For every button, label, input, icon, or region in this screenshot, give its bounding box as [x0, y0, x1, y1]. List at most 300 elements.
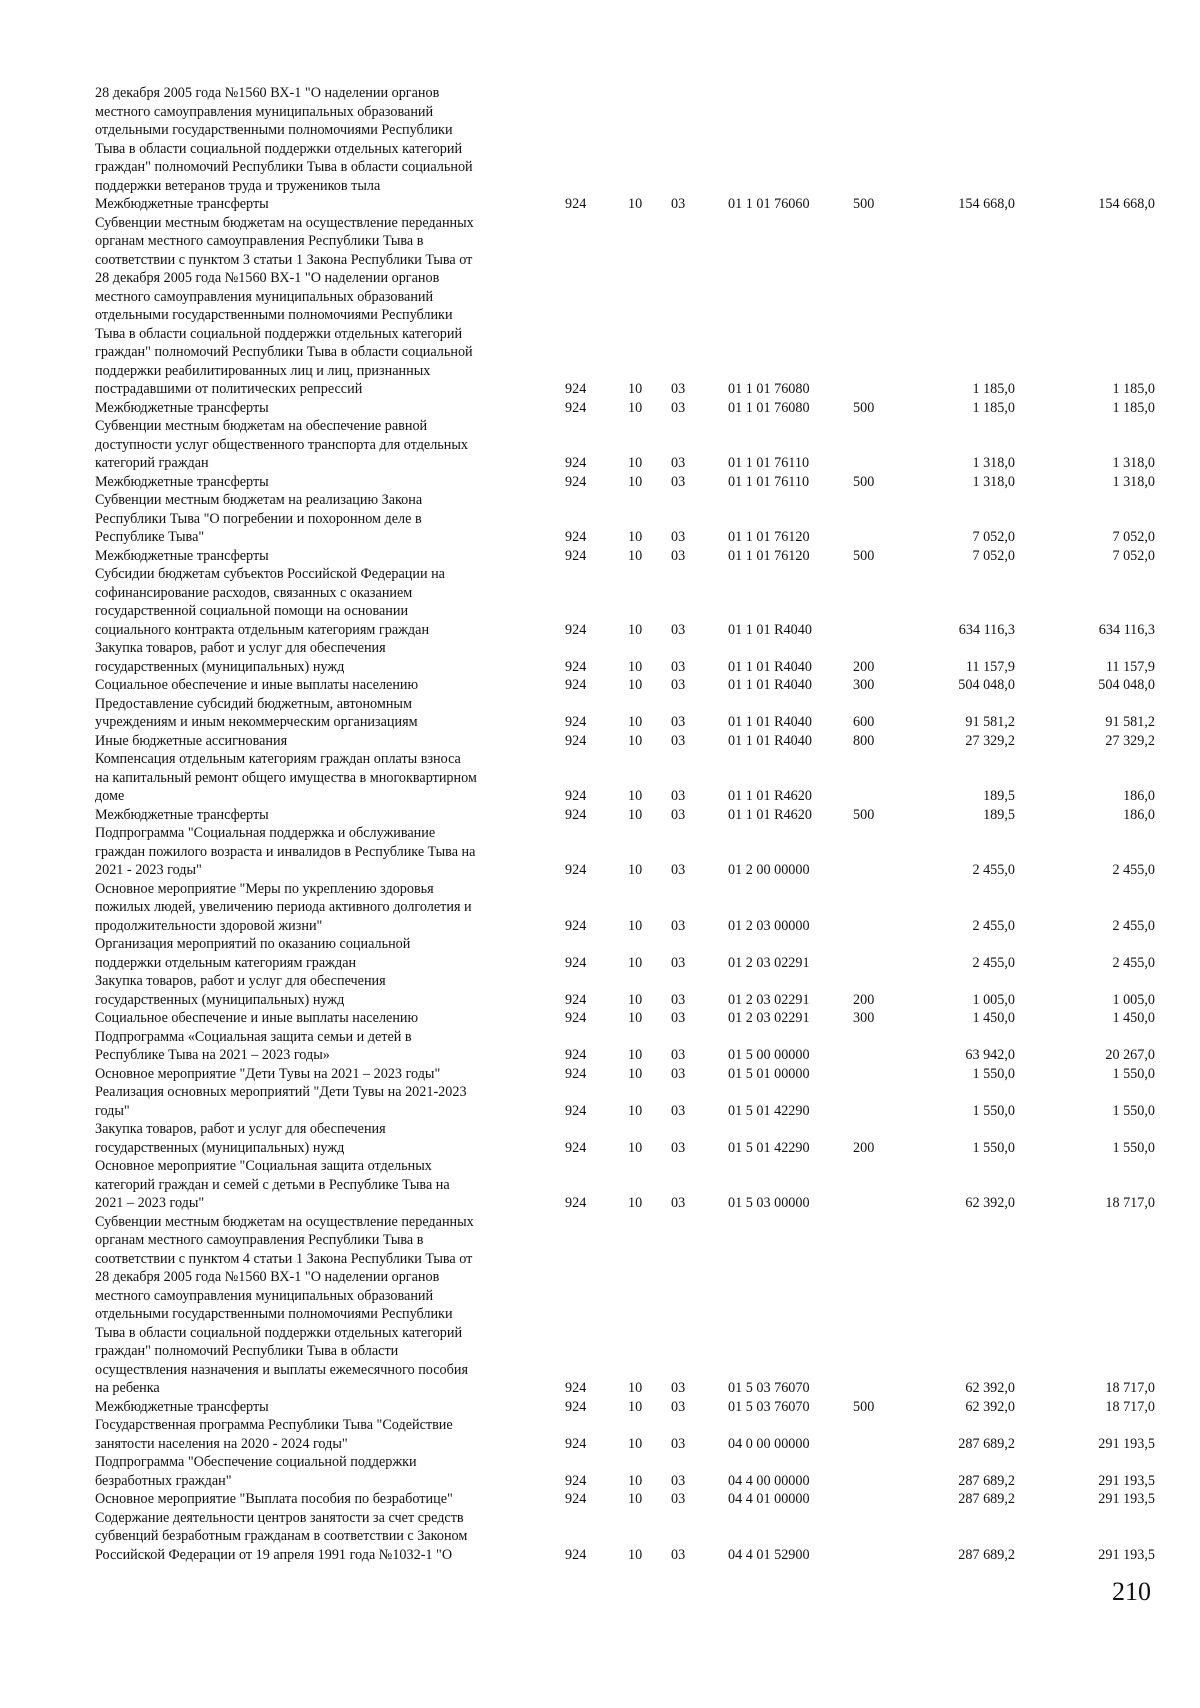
description-line: Закупка товаров, работ и услуг для обеспечения: [95, 640, 386, 656]
expense-type-code: 300: [853, 677, 875, 693]
description-line: Межбюджетные трансферты: [95, 473, 269, 490]
subsection-code: 03: [671, 677, 686, 693]
expense-type-code: 300: [853, 1010, 875, 1026]
ministry-code: 924: [565, 991, 587, 1008]
amount-year-1: 1 185,0: [972, 381, 1015, 397]
amount-year-1: 2 455,0: [972, 862, 1015, 878]
amount-year-2: 154 668,0: [1098, 196, 1155, 212]
description-line: государственных (муниципальных) нужд: [95, 658, 345, 675]
description-line: 28 декабря 2005 года №1560 ВХ-1 "О наделении органов: [95, 270, 440, 286]
target-article-code: 01 5 03 76070: [728, 1398, 810, 1415]
description-line: Закупка товаров, работ и услуг для обеспечения: [95, 1121, 386, 1137]
amount-year-1: 1 005,0: [972, 991, 1015, 1008]
section-code: 10: [628, 1491, 643, 1507]
expense-type-code: 500: [853, 196, 875, 212]
subsection-code: 03: [671, 1398, 686, 1415]
target-article-code: 01 5 01 42290: [728, 1102, 810, 1119]
ministry-code: 924: [565, 1472, 587, 1489]
description-line: Межбюджетные трансферты: [95, 806, 269, 823]
description-line: Субвенции местным бюджетам на обеспечение равной: [95, 418, 428, 434]
amount-year-2: 291 193,5: [1098, 1435, 1155, 1452]
ministry-code: 924: [565, 1491, 587, 1507]
section-code: 10: [628, 399, 643, 416]
ministry-code: 924: [565, 658, 587, 675]
amount-year-1: 11 157,9: [965, 658, 1015, 675]
subsection-code: 03: [671, 196, 686, 212]
subsection-code: 03: [671, 1491, 686, 1507]
description-line: Подпрограмма "Обеспечение социальной поддержки: [95, 1454, 417, 1470]
description-line: Межбюджетные трансферты: [95, 399, 269, 416]
table-row: [95, 399, 1155, 418]
target-article-code: 01 1 01 R4040: [728, 732, 812, 749]
table-row: [95, 1490, 1155, 1509]
description-line: пострадавшими от политических репрессий: [95, 381, 363, 397]
amount-year-1: 1 318,0: [972, 473, 1015, 490]
amount-year-2: 11 157,9: [1105, 658, 1155, 675]
table-row: [95, 214, 1155, 399]
description-line: Республике Тыва": [95, 529, 205, 545]
description-line: Основное мероприятие "Дети Тувы на 2021 – 2023 годы": [95, 1065, 441, 1082]
description-line: Межбюджетные трансферты: [95, 196, 269, 212]
amount-year-2: 27 329,2: [1105, 732, 1155, 749]
target-article-code: 01 5 03 76070: [728, 1380, 810, 1396]
section-code: 10: [628, 658, 643, 675]
subsection-code: 03: [671, 1010, 686, 1026]
ministry-code: 924: [565, 862, 587, 878]
section-code: 10: [628, 732, 643, 749]
description-line: категорий граждан и семей с детьми в Республике Тыва на: [95, 1176, 450, 1193]
expense-type-code: 800: [853, 732, 875, 749]
description-line: Субвенции местным бюджетам на реализацию Закона: [95, 492, 423, 508]
amount-year-2: 91 581,2: [1105, 714, 1155, 730]
subsection-code: 03: [671, 1102, 686, 1119]
description-line: Подпрограмма "Социальная поддержка и обслуживание: [95, 825, 436, 841]
description-line: граждан пожилого возраста и инвалидов в Республике Тыва на: [95, 843, 476, 860]
description-line: пожилых людей, увеличению периода активного долголетия и: [95, 899, 472, 915]
subsection-code: 03: [671, 621, 686, 638]
ministry-code: 924: [565, 196, 587, 212]
table-row: [95, 1213, 1155, 1398]
description-line: органам местного самоуправления Республики Тыва в: [95, 1232, 424, 1248]
table-row: [95, 565, 1155, 639]
target-article-code: 01 1 01 76060: [728, 196, 810, 212]
amount-year-2: 18 717,0: [1105, 1398, 1155, 1415]
ministry-code: 924: [565, 1546, 587, 1563]
ministry-code: 924: [565, 788, 587, 804]
target-article-code: 04 4 00 00000: [728, 1472, 810, 1489]
target-article-code: 01 5 03 00000: [728, 1195, 810, 1211]
amount-year-2: 7 052,0: [1112, 529, 1155, 545]
amount-year-1: 62 392,0: [965, 1195, 1015, 1211]
description-line: Межбюджетные трансферты: [95, 1398, 269, 1415]
table-row: [95, 806, 1155, 825]
description-line: софинансирование расходов, связанных с оказанием: [95, 584, 413, 601]
row-description: [95, 1009, 540, 1028]
target-article-code: 01 1 01 76080: [728, 399, 810, 416]
table-row: [95, 676, 1155, 695]
table-row: [95, 1009, 1155, 1028]
table-row: [95, 972, 1155, 1009]
description-line: Республики Тыва "О погребении и похоронном деле в: [95, 510, 422, 527]
row-description: [95, 399, 540, 418]
ministry-code: 924: [565, 1139, 587, 1156]
subsection-code: 03: [671, 806, 686, 823]
amount-year-1: 189,5: [983, 788, 1015, 804]
subsection-code: 03: [671, 732, 686, 749]
table-row: [95, 417, 1155, 473]
row-description: [95, 824, 540, 880]
row-description: [95, 417, 540, 473]
ministry-code: 924: [565, 954, 587, 971]
table-row: [95, 491, 1155, 547]
ministry-code: 924: [565, 1380, 587, 1396]
amount-year-1: 7 052,0: [972, 547, 1015, 564]
subsection-code: 03: [671, 1546, 686, 1563]
description-line: доступности услуг общественного транспорта для отдельных: [95, 436, 468, 453]
subsection-code: 03: [671, 714, 686, 730]
row-description: [95, 1065, 540, 1084]
description-line: местного самоуправления муниципальных образований: [95, 288, 434, 305]
section-code: 10: [628, 1047, 643, 1063]
amount-year-1: 1 318,0: [972, 455, 1015, 471]
table-row: [95, 1398, 1155, 1417]
amount-year-2: 291 193,5: [1098, 1491, 1155, 1507]
amount-year-1: 634 116,3: [958, 621, 1015, 638]
target-article-code: 01 1 01 R4040: [728, 677, 812, 693]
amount-year-1: 504 048,0: [958, 677, 1015, 693]
amount-year-2: 20 267,0: [1105, 1047, 1155, 1063]
section-code: 10: [628, 1398, 643, 1415]
row-description: [95, 732, 540, 751]
section-code: 10: [628, 788, 643, 804]
amount-year-1: 1 550,0: [972, 1139, 1015, 1156]
target-article-code: 01 1 01 R4040: [728, 658, 812, 675]
description-line: Тыва в области социальной поддержки отдельных категорий: [95, 325, 463, 342]
description-line: учреждениям и иным некоммерческим организациям: [95, 714, 418, 730]
description-line: 2021 - 2023 годы": [95, 862, 202, 878]
row-description: [95, 1028, 540, 1065]
description-line: Реализация основных мероприятий "Дети Тувы на 2021-2023: [95, 1084, 467, 1100]
amount-year-2: 186,0: [1123, 788, 1155, 804]
section-code: 10: [628, 1435, 643, 1452]
section-code: 10: [628, 1380, 643, 1396]
row-description: [95, 1509, 540, 1565]
budget-table: [95, 84, 1155, 1564]
target-article-code: 01 2 00 00000: [728, 862, 810, 878]
amount-year-2: 291 193,5: [1098, 1472, 1155, 1489]
amount-year-2: 1 005,0: [1112, 991, 1155, 1008]
amount-year-1: 1 185,0: [972, 399, 1015, 416]
table-row: [95, 732, 1155, 751]
description-line: Социальное обеспечение и иные выплаты населению: [95, 677, 419, 693]
ministry-code: 924: [565, 677, 587, 693]
amount-year-2: 1 185,0: [1112, 381, 1155, 397]
description-line: занятости населения на 2020 - 2024 годы": [95, 1435, 348, 1452]
amount-year-1: 287 689,2: [958, 1491, 1015, 1507]
table-row: [95, 473, 1155, 492]
description-line: Содержание деятельности центров занятости за счет средств: [95, 1509, 464, 1526]
description-line: Основное мероприятие "Меры по укреплению здоровья: [95, 880, 434, 897]
section-code: 10: [628, 1472, 643, 1489]
subsection-code: 03: [671, 991, 686, 1008]
target-article-code: 01 2 03 00000: [728, 917, 810, 934]
row-description: [95, 880, 540, 936]
row-description: [95, 565, 540, 639]
table-row: [95, 1120, 1155, 1157]
ministry-code: 924: [565, 1047, 587, 1063]
description-line: граждан" полномочий Республики Тыва в области: [95, 1343, 399, 1359]
ministry-code: 924: [565, 529, 587, 545]
description-line: субвенций безработным гражданам в соответствии с Законом: [95, 1528, 468, 1544]
target-article-code: 01 1 01 R4620: [728, 788, 812, 804]
amount-year-2: 504 048,0: [1098, 677, 1155, 693]
description-line: Республике Тыва на 2021 – 2023 годы»: [95, 1047, 330, 1063]
table-row: [95, 1083, 1155, 1120]
table-row: [95, 1065, 1155, 1084]
row-description: [95, 1120, 540, 1157]
section-code: 10: [628, 547, 643, 564]
subsection-code: 03: [671, 1435, 686, 1452]
description-line: органам местного самоуправления Республики Тыва в: [95, 233, 424, 249]
subsection-code: 03: [671, 1065, 686, 1082]
amount-year-1: 2 455,0: [972, 954, 1015, 971]
amount-year-2: 1 550,0: [1112, 1065, 1155, 1082]
subsection-code: 03: [671, 1195, 686, 1211]
description-line: Компенсация отдельным категориям граждан оплаты взноса: [95, 751, 461, 767]
section-code: 10: [628, 381, 643, 397]
expense-type-code: 200: [853, 1139, 875, 1156]
row-description: [95, 547, 540, 566]
row-description: [95, 491, 540, 547]
ministry-code: 924: [565, 732, 587, 749]
ministry-code: 924: [565, 455, 587, 471]
table-row: [95, 1509, 1155, 1565]
table-row: [95, 880, 1155, 936]
table-row: [95, 84, 1155, 195]
description-line: Субсидии бюджетам субъектов Российской Федерации на: [95, 566, 445, 582]
row-description: [95, 1213, 540, 1398]
amount-year-1: 287 689,2: [958, 1435, 1015, 1452]
amount-year-2: 1 550,0: [1112, 1139, 1155, 1156]
description-line: Предоставление субсидий бюджетным, автономным: [95, 695, 412, 712]
description-line: 28 декабря 2005 года №1560 ВХ-1 "О наделении органов: [95, 85, 440, 101]
amount-year-2: 291 193,5: [1098, 1546, 1155, 1563]
subsection-code: 03: [671, 658, 686, 675]
section-code: 10: [628, 621, 643, 638]
amount-year-1: 287 689,2: [958, 1546, 1015, 1563]
expense-type-code: 500: [853, 399, 875, 416]
target-article-code: 01 1 01 76080: [728, 381, 810, 397]
description-line: Организация мероприятий по оказанию социальной: [95, 936, 411, 952]
subsection-code: 03: [671, 455, 686, 471]
row-description: [95, 1416, 540, 1453]
amount-year-2: 634 116,3: [1098, 621, 1155, 638]
description-line: 2021 – 2023 годы": [95, 1195, 205, 1211]
subsection-code: 03: [671, 529, 686, 545]
subsection-code: 03: [671, 788, 686, 804]
section-code: 10: [628, 1139, 643, 1156]
target-article-code: 01 5 01 42290: [728, 1139, 810, 1156]
description-line: местного самоуправления муниципальных образований: [95, 103, 434, 120]
subsection-code: 03: [671, 1047, 686, 1063]
section-code: 10: [628, 1195, 643, 1211]
row-description: [95, 806, 540, 825]
row-description: [95, 1157, 540, 1213]
amount-year-2: 2 455,0: [1112, 917, 1155, 934]
subsection-code: 03: [671, 399, 686, 416]
description-line: граждан" полномочий Республики Тыва в области социальной: [95, 344, 473, 360]
target-article-code: 01 1 01 76120: [728, 547, 810, 564]
target-article-code: 01 1 01 R4620: [728, 806, 812, 823]
table-row: [95, 1028, 1155, 1065]
expense-type-code: 500: [853, 806, 875, 823]
target-article-code: 01 1 01 76110: [728, 455, 810, 471]
description-line: Тыва в области социальной поддержки отдельных категорий: [95, 140, 463, 157]
subsection-code: 03: [671, 954, 686, 971]
section-code: 10: [628, 991, 643, 1008]
target-article-code: 01 2 03 02291: [728, 1010, 810, 1026]
description-line: граждан" полномочий Республики Тыва в области социальной: [95, 159, 473, 175]
description-line: 28 декабря 2005 года №1560 ВХ-1 "О наделении органов: [95, 1269, 440, 1285]
subsection-code: 03: [671, 1380, 686, 1396]
amount-year-2: 1 185,0: [1112, 399, 1155, 416]
row-description: [95, 473, 540, 492]
description-line: государственных (муниципальных) нужд: [95, 991, 345, 1008]
amount-year-1: 1 550,0: [972, 1065, 1015, 1082]
table-row: [95, 824, 1155, 880]
description-line: безработных граждан": [95, 1472, 232, 1489]
description-line: отдельными государственными полномочиями Республики: [95, 122, 453, 138]
row-description: [95, 676, 540, 695]
row-description: [95, 1490, 540, 1509]
expense-type-code: 500: [853, 1398, 875, 1415]
expense-type-code: 500: [853, 547, 875, 564]
ministry-code: 924: [565, 547, 587, 564]
ministry-code: 924: [565, 621, 587, 638]
description-line: Закупка товаров, работ и услуг для обеспечения: [95, 973, 386, 989]
section-code: 10: [628, 714, 643, 730]
section-code: 10: [628, 1065, 643, 1082]
target-article-code: 01 1 01 76120: [728, 529, 810, 545]
subsection-code: 03: [671, 473, 686, 490]
section-code: 10: [628, 862, 643, 878]
target-article-code: 01 5 01 00000: [728, 1065, 810, 1082]
subsection-code: 03: [671, 917, 686, 934]
description-line: Государственная программа Республики Тыва "Содействие: [95, 1417, 453, 1433]
amount-year-2: 2 455,0: [1112, 862, 1155, 878]
target-article-code: 04 0 00 00000: [728, 1435, 810, 1452]
description-line: доме: [95, 788, 125, 804]
row-description: [95, 214, 540, 399]
ministry-code: 924: [565, 806, 587, 823]
amount-year-2: 186,0: [1123, 806, 1155, 823]
description-line: Основное мероприятие "Выплата пособия по безработице": [95, 1491, 453, 1507]
expense-type-code: 200: [853, 991, 875, 1008]
description-line: Основное мероприятие "Социальная защита отдельных: [95, 1158, 432, 1174]
description-line: на капитальный ремонт общего имущества в многоквартирном: [95, 769, 477, 786]
description-line: Иные бюджетные ассигнования: [95, 732, 288, 749]
target-article-code: 01 2 03 02291: [728, 991, 810, 1008]
description-line: Российской Федерации от 19 апреля 1991 года №1032-1 "О: [95, 1546, 453, 1563]
amount-year-1: 62 392,0: [965, 1398, 1015, 1415]
ministry-code: 924: [565, 1195, 587, 1211]
section-code: 10: [628, 1010, 643, 1026]
description-line: осуществления назначения и выплаты ежемесячного пособия: [95, 1361, 468, 1378]
section-code: 10: [628, 917, 643, 934]
description-line: государственной социальной помощи на основании: [95, 603, 409, 619]
target-article-code: 01 1 01 76110: [728, 473, 810, 490]
section-code: 10: [628, 455, 643, 471]
amount-year-2: 1 318,0: [1112, 455, 1155, 471]
description-line: Субвенции местным бюджетам на осуществление переданных: [95, 214, 474, 231]
description-line: социального контракта отдельным категориям граждан: [95, 621, 430, 638]
section-code: 10: [628, 473, 643, 490]
subsection-code: 03: [671, 1472, 686, 1489]
expense-type-code: 200: [853, 658, 875, 675]
ministry-code: 924: [565, 1010, 587, 1026]
page-number: 210: [1112, 1577, 1151, 1606]
ministry-code: 924: [565, 473, 587, 490]
section-code: 10: [628, 1546, 643, 1563]
target-article-code: 01 5 00 00000: [728, 1047, 810, 1063]
target-article-code: 01 1 01 R4040: [728, 714, 812, 730]
description-line: местного самоуправления муниципальных образований: [95, 1287, 434, 1304]
ministry-code: 924: [565, 714, 587, 730]
description-line: государственных (муниципальных) нужд: [95, 1139, 345, 1156]
table-row: [95, 639, 1155, 676]
description-line: продолжительности здоровой жизни": [95, 917, 323, 934]
amount-year-1: 2 455,0: [972, 917, 1015, 934]
table-row: [95, 695, 1155, 732]
amount-year-2: 1 550,0: [1112, 1102, 1155, 1119]
ministry-code: 924: [565, 1398, 587, 1415]
description-line: отдельными государственными полномочиями Республики: [95, 307, 453, 323]
amount-year-2: 18 717,0: [1105, 1380, 1155, 1396]
description-line: Подпрограмма «Социальная защита семьи и детей в: [95, 1028, 412, 1045]
amount-year-1: 91 581,2: [965, 714, 1015, 730]
ministry-code: 924: [565, 1065, 587, 1082]
description-line: годы": [95, 1102, 130, 1119]
description-line: отдельными государственными полномочиями Республики: [95, 1306, 453, 1322]
row-description: [95, 1083, 540, 1120]
amount-year-2: 1 450,0: [1112, 1010, 1155, 1026]
amount-year-2: 2 455,0: [1112, 954, 1155, 971]
subsection-code: 03: [671, 381, 686, 397]
amount-year-1: 189,5: [983, 806, 1015, 823]
description-line: категорий граждан: [95, 455, 209, 471]
description-line: Тыва в области социальной поддержки отдельных категорий: [95, 1324, 463, 1341]
section-code: 10: [628, 954, 643, 971]
amount-year-1: 62 392,0: [965, 1380, 1015, 1396]
amount-year-2: 1 318,0: [1112, 473, 1155, 490]
table-row: [95, 1416, 1155, 1453]
target-article-code: 04 4 01 52900: [728, 1546, 810, 1563]
description-line: соответствии с пунктом 4 статьи 1 Закона Республики Тыва от: [95, 1250, 473, 1267]
ministry-code: 924: [565, 917, 587, 934]
table-row: [95, 935, 1155, 972]
section-code: 10: [628, 806, 643, 823]
description-line: Межбюджетные трансферты: [95, 547, 269, 564]
row-description: [95, 195, 540, 214]
row-description: [95, 695, 540, 732]
amount-year-1: 1 450,0: [972, 1010, 1015, 1026]
expense-type-code: 600: [853, 714, 875, 730]
subsection-code: 03: [671, 862, 686, 878]
ministry-code: 924: [565, 1102, 587, 1119]
target-article-code: 01 1 01 R4040: [728, 621, 812, 638]
amount-year-1: 287 689,2: [958, 1472, 1015, 1489]
target-article-code: 01 2 03 02291: [728, 954, 810, 971]
